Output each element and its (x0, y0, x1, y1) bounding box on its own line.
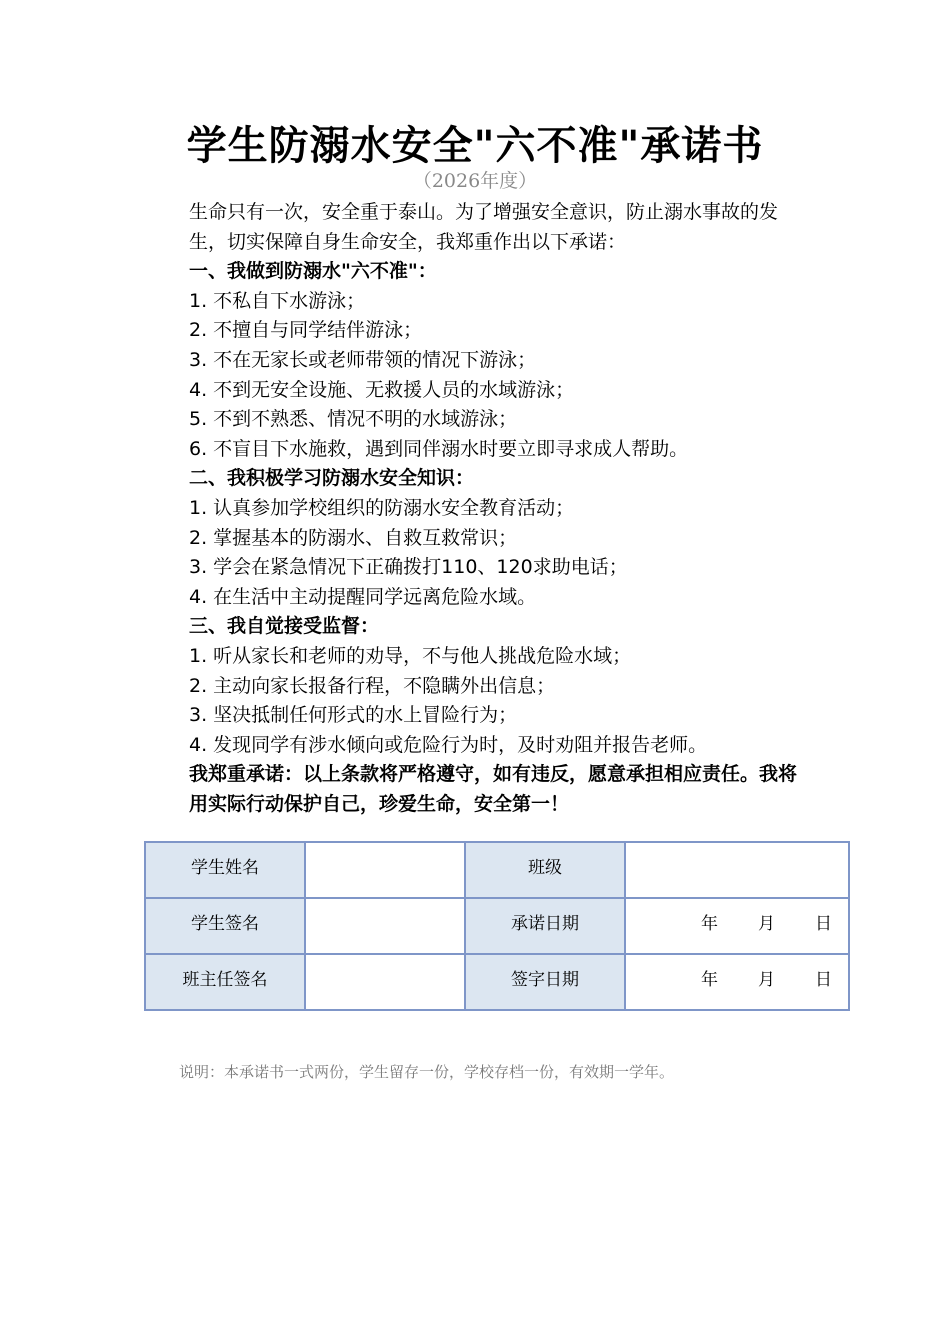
pledge-date-field[interactable] (625, 898, 849, 954)
class-field[interactable] (625, 842, 849, 898)
list-item: 4. 在生活中主动提醒同学远离危险水域。 (189, 585, 537, 608)
intro-paragraph: 生命只有一次，安全重于泰山。为了增强安全意识，防止溺水事故的发生，切实保障自身生命安全，我郑重作出以下承诺： (189, 201, 779, 253)
pledge-date-label: 承诺日期 (465, 898, 625, 954)
list-item: 2. 不擅自与同学结伴游泳； (189, 319, 423, 342)
list-item: 2. 掌握基本的防溺水、自救互救常识； (189, 526, 518, 549)
month-unit: 月 (758, 914, 775, 934)
teacher-signature-field[interactable] (305, 954, 465, 1010)
list-item: 2. 主动向家长报备行程，不隐瞒外出信息； (189, 674, 556, 697)
table-row (145, 898, 849, 954)
student-name-label: 学生姓名 (145, 842, 305, 898)
signature-table (144, 841, 850, 1011)
pledge-statement: 我郑重承诺：以上条款将严格遵守，如有违反，愿意承担相应责任。我将用实际行动保护自己，珍爱生命，安全第一！ (189, 763, 798, 815)
list-item: 3. 学会在紧急情况下正确拨打110、120求助电话； (189, 556, 628, 579)
list-item: 4. 不到无安全设施、无救援人员的水域游泳； (189, 378, 575, 401)
document-title: 学生防溺水安全"六不准"承诺书 (186, 123, 764, 169)
list-item: 6. 不盲目下水施救，遇到同伴溺水时要立即寻求成人帮助。 (189, 437, 689, 460)
list-item: 1. 认真参加学校组织的防溺水安全教育活动； (189, 496, 575, 519)
student-signature-field[interactable] (305, 898, 465, 954)
class-label: 班级 (465, 842, 625, 898)
sign-date-label: 签字日期 (465, 954, 625, 1010)
year-unit: 年 (701, 914, 718, 934)
list-item: 1. 不私自下水游泳； (189, 289, 366, 312)
section-heading-2: 二、我积极学习防溺水安全知识： (189, 467, 475, 490)
month-unit: 月 (758, 970, 775, 990)
list-item: 3. 不在无家长或老师带领的情况下游泳； (189, 348, 537, 371)
list-item: 3. 坚决抵制任何形式的水上冒险行为； (189, 704, 518, 727)
year-unit: 年 (701, 970, 718, 990)
student-signature-label: 学生签名 (145, 898, 305, 954)
student-name-field[interactable] (305, 842, 465, 898)
sign-date-field[interactable] (625, 954, 849, 1010)
day-unit: 日 (815, 970, 832, 990)
section-heading-3: 三、我自觉接受监督： (189, 615, 380, 638)
document-note: 说明：本承诺书一式两份，学生留存一份，学校存档一份，有效期一学年。 (179, 1063, 675, 1081)
list-item: 1. 听从家长和老师的劝导，不与他人挑战危险水域； (189, 644, 632, 667)
teacher-signature-label: 班主任签名 (145, 954, 305, 1010)
pledge-body (144, 198, 810, 819)
table-row (145, 954, 849, 1010)
list-item: 5. 不到不熟悉、情况不明的水域游泳； (189, 408, 518, 431)
day-unit: 日 (815, 914, 832, 934)
section-heading-1: 一、我做到防溺水"六不准"： (189, 260, 437, 283)
list-item: 4. 发现同学有涉水倾向或危险行为时，及时劝阻并报告老师。 (189, 733, 708, 756)
table-row (145, 842, 849, 898)
document-year: （2026年度） (412, 170, 538, 192)
